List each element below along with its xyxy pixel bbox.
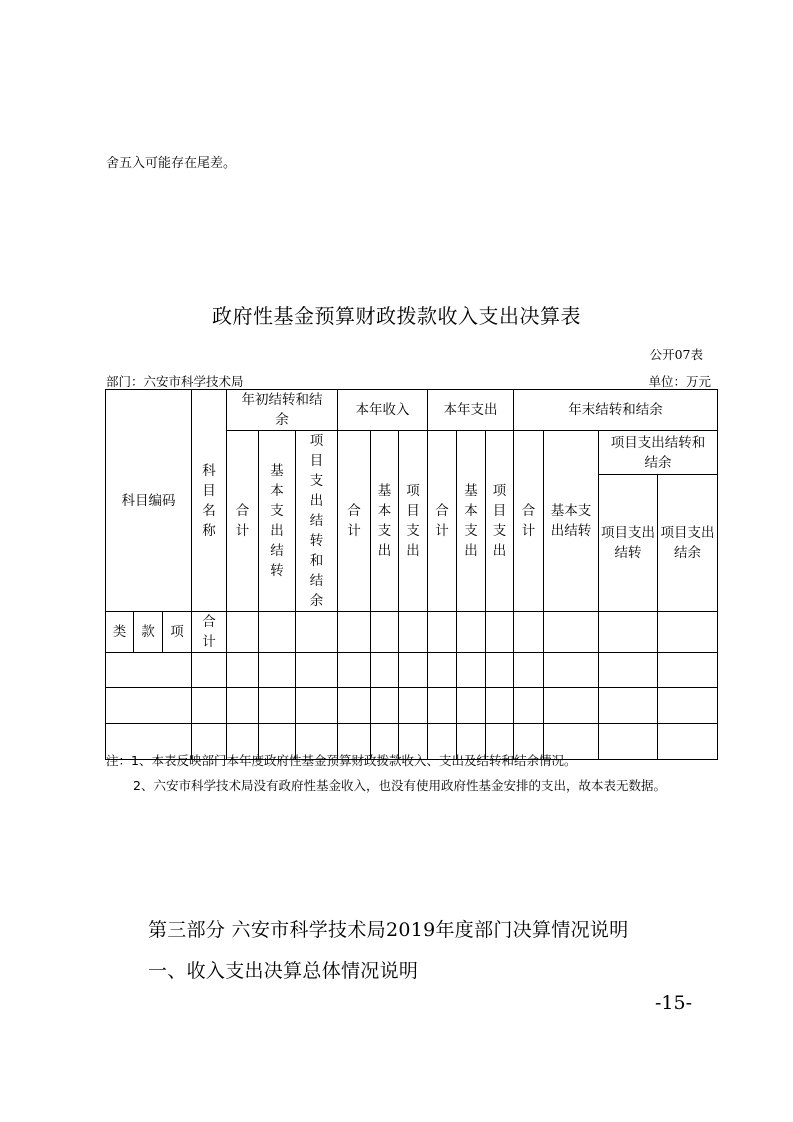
expense-basic-header: 基本支出: [457, 431, 486, 612]
income-total-header: 合计: [338, 431, 371, 612]
opening-balance-header: 年初结转和结余: [227, 390, 338, 431]
table-row: [106, 653, 718, 688]
closing-project-group-header: 项目支出结转和结余: [599, 431, 718, 475]
subsection-heading: 一、收入支出决算总体情况说明: [148, 960, 419, 982]
code-item-header: 项: [163, 612, 192, 653]
section-heading: 第三部分 六安市科学技术局2019年度部门决算情况说明: [148, 919, 629, 941]
opening-total-header: 合计: [227, 431, 259, 612]
closing-balance-header: 年末结转和结余: [514, 390, 718, 431]
total-row-label: 合计: [192, 612, 227, 653]
header-row-1: [106, 390, 718, 431]
form-number: 公开07表: [649, 347, 703, 362]
name-header: 科目名称: [192, 390, 227, 612]
budget-table: [105, 389, 718, 760]
closing-project-carry-header: 项目支出结转: [599, 475, 658, 612]
income-basic-header: 基本支出: [371, 431, 399, 612]
carry-over-text: 舍五入可能存在尾差。: [106, 156, 237, 171]
expense-total-header: 合计: [428, 431, 457, 612]
table-row: [106, 688, 718, 724]
expense-project-header: 项目支出: [486, 431, 514, 612]
subheader-row: [106, 612, 718, 653]
opening-basic-header: 基本支出结转: [259, 431, 296, 612]
note-2: 2、六安市科学技术局没有政府性基金收入，也没有使用政府性基金安排的支出，故本表无数据。: [133, 778, 666, 793]
income-project-header: 项目支出: [399, 431, 428, 612]
code-section-header: 款: [134, 612, 163, 653]
department-label: 部门：六安市科学技术局: [106, 374, 244, 389]
opening-project-header: 项目支出结转和结余: [296, 431, 338, 612]
code-header: 科目编码: [106, 390, 192, 612]
unit-label: 单位：万元: [648, 374, 711, 389]
code-class-header: 类: [106, 612, 134, 653]
page-number: -15-: [655, 992, 693, 1014]
note-1: 注：1、本表反映部门本年度政府性基金预算财政拨款收入、支出及结转和结余情况。: [106, 753, 577, 768]
income-header: 本年收入: [338, 390, 428, 431]
closing-basic-header: 基本支出结转: [544, 431, 599, 612]
closing-project-surplus-header: 项目支出结余: [658, 475, 718, 612]
closing-total-header: 合计: [514, 431, 544, 612]
table-title: 政府性基金预算财政拨款收入支出决算表: [212, 304, 581, 328]
expense-header: 本年支出: [428, 390, 514, 431]
